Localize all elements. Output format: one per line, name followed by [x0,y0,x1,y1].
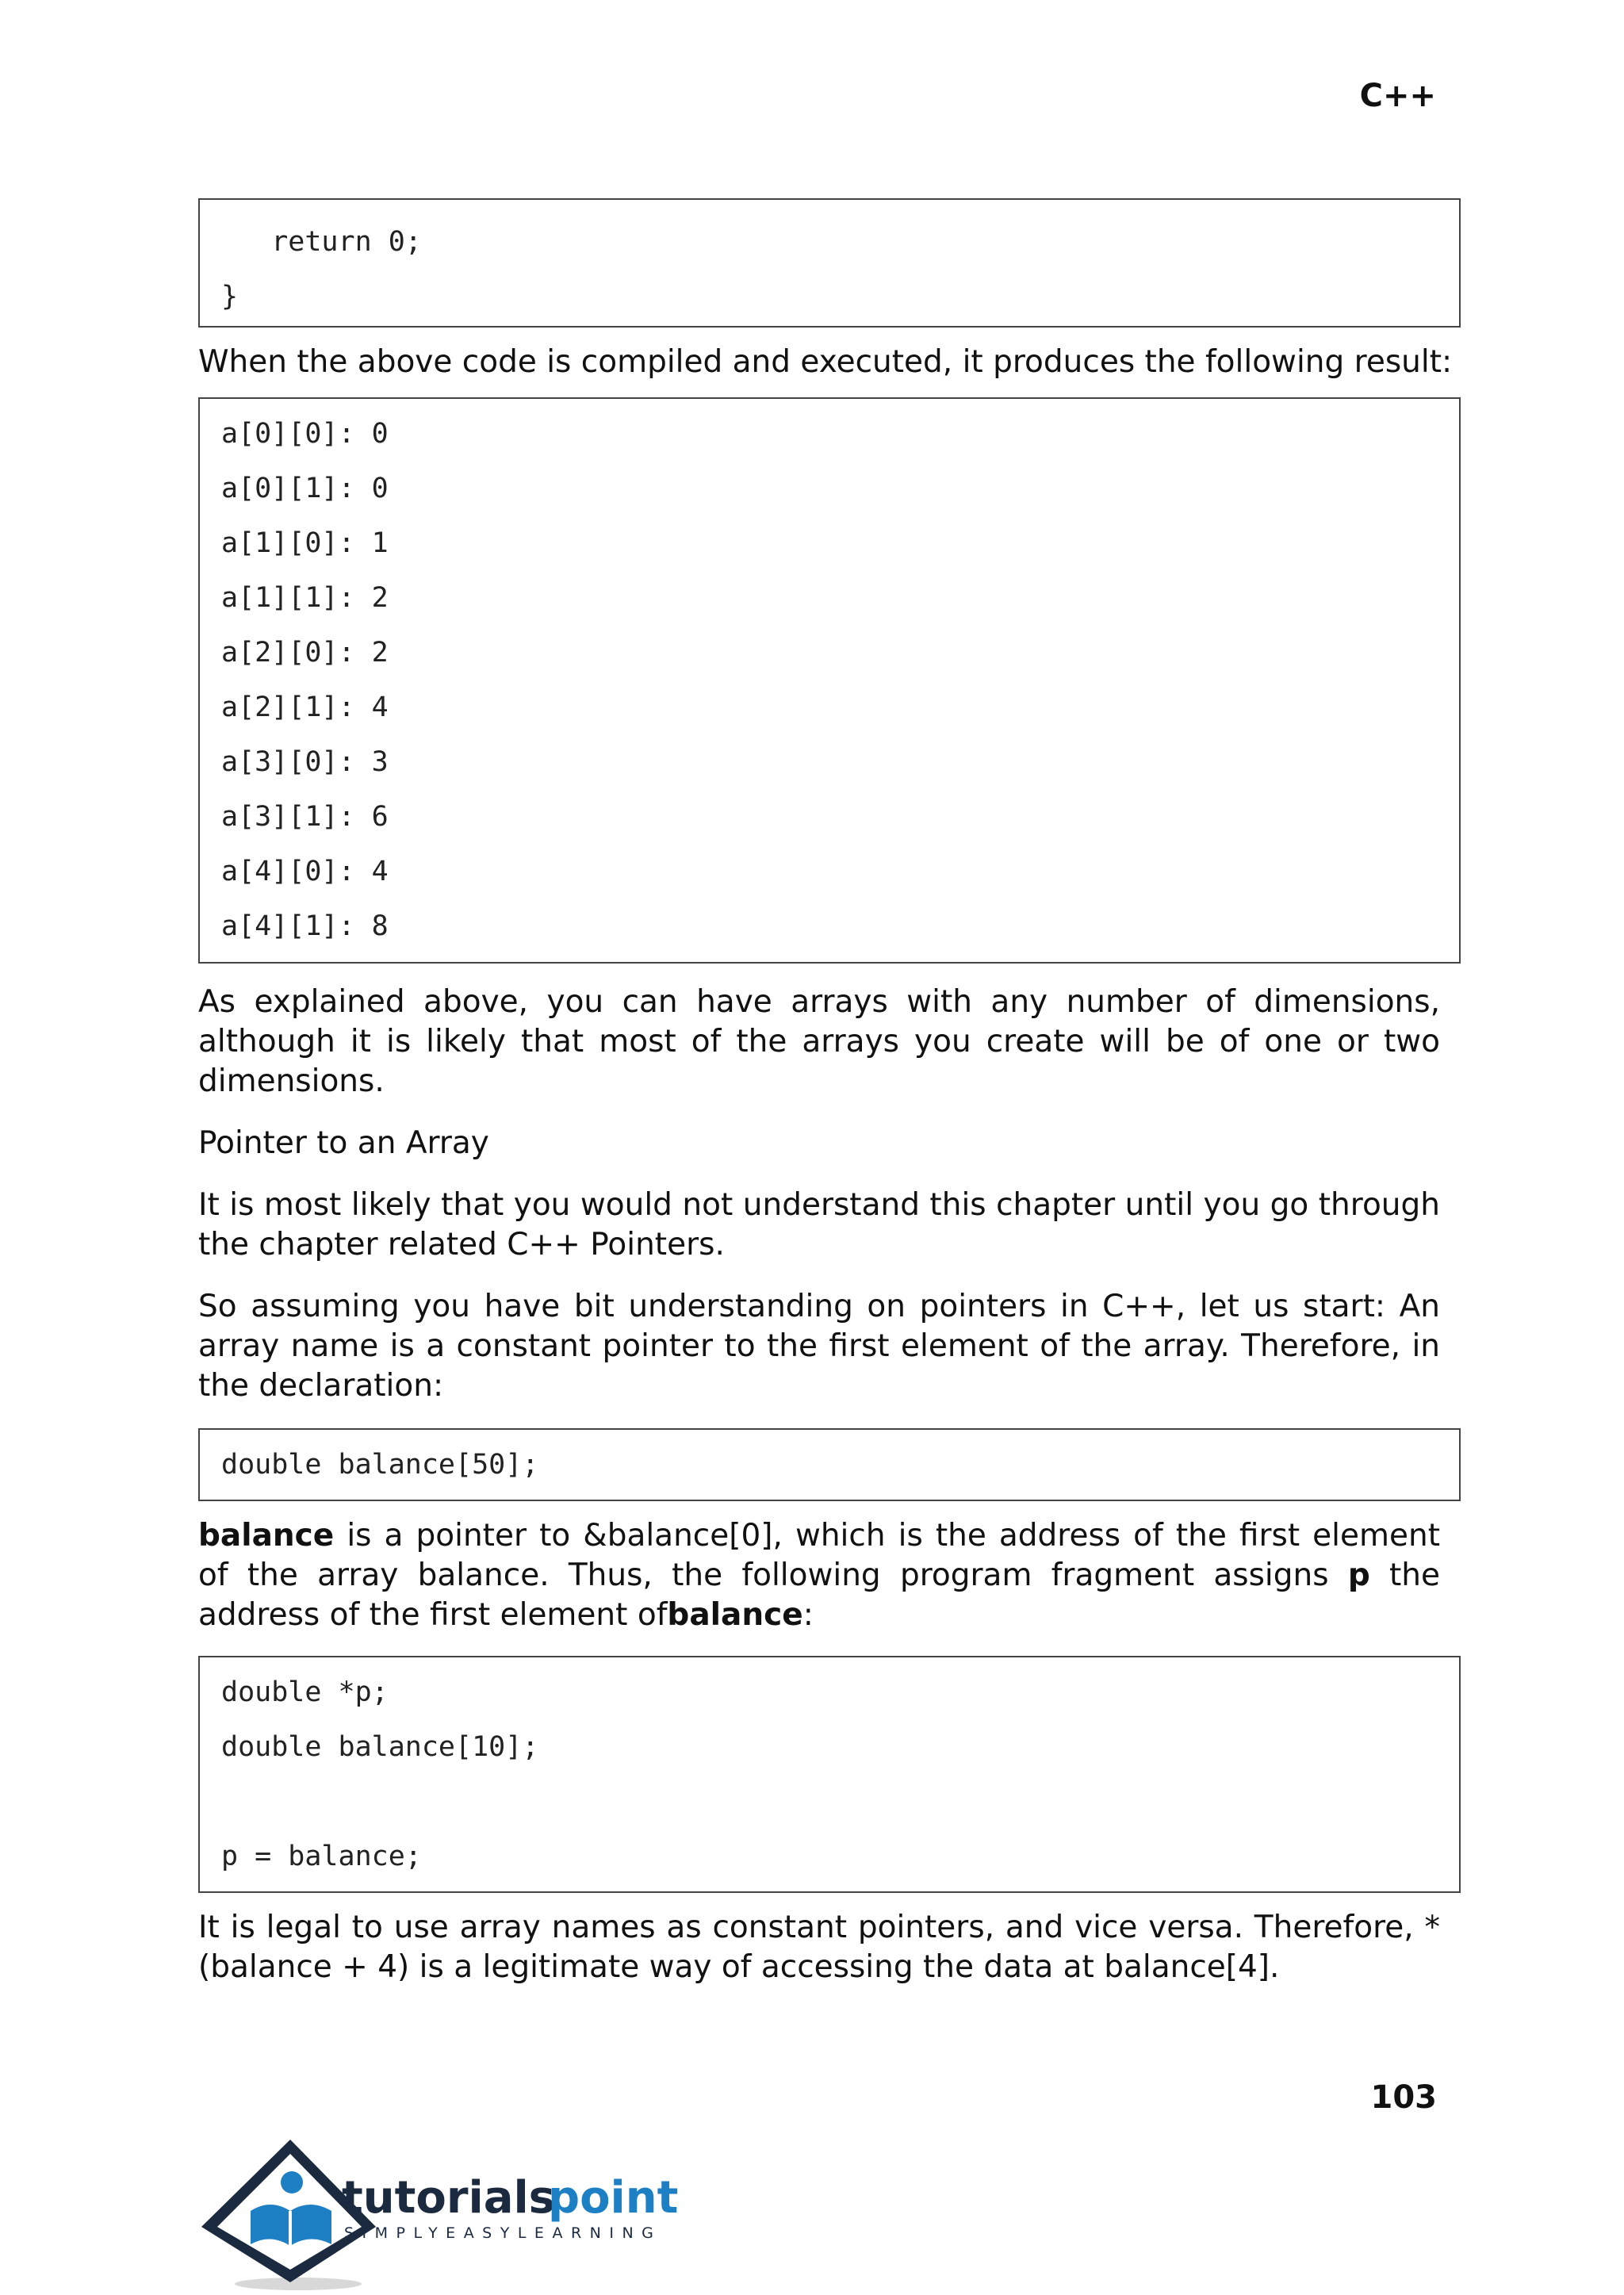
output-line: a[1][0]: 1 [221,527,389,559]
output-line: a[1][1]: 2 [221,582,389,614]
logo-wordmark-tutorials: tutorials [342,2172,556,2224]
logo-shadow [235,2278,362,2290]
code-line: return 0; [221,226,422,258]
running-header-title: C++ [1359,78,1436,114]
text-run: the address of the first element of [198,1557,1441,1633]
output-line: a[3][1]: 6 [221,801,389,833]
output-line: a[2][0]: 2 [221,637,389,669]
section-heading: Pointer to an Array [198,1125,489,1161]
paragraph-likely: It is most likely that you would not understand this chapter until you go through the chapter related C++ Pointers. [198,1187,1440,1262]
page-number: 103 [1370,2079,1437,2116]
output-line: a[0][1]: 0 [221,473,389,504]
text-run: : [802,1597,814,1633]
paragraph-legal: It is legal to use array names as constant pointers, and vice versa. Therefore, *(balance + 4) is a legitimate way of accessing the data at balance[4]. [198,1910,1440,1985]
logo-wordmark-point: point [548,2172,679,2224]
code-block-return [198,198,1461,328]
code-line: double *p; [221,1676,389,1708]
code-line: double balance[10]; [221,1731,539,1763]
code-block-fragment [198,1656,1461,1893]
output-line: a[2][1]: 4 [221,692,389,723]
paragraph-dimensions: As explained above, you can have arrays with any number of dimensions, although it is likely that most of the arrays you create will be of one or two dimensions. [198,984,1440,1099]
output-line: a[3][0]: 3 [221,746,389,778]
bold-term: balance [667,1597,803,1633]
output-line: a[4][0]: 4 [221,856,389,887]
code-block-output [198,397,1461,964]
page-content [198,198,1453,1987]
logo-tagline: SIMPLYEASYLEARNING [344,2224,662,2242]
paragraph-balance [198,1516,1440,1635]
code-line: } [221,281,239,312]
paragraph-result-intro: When the above code is compiled and executed, it produces the following result: [198,344,1453,380]
paragraph-assuming: So assuming you have bit understanding on pointers in C++, let us start: An array name is a constant pointer to the first element of the array. Therefore, in the declaration: [198,1289,1440,1404]
code-line [221,1775,1459,1829]
logo-figure-head [281,2171,303,2193]
tutorialspoint-logo [195,2133,703,2292]
code-block-declaration [198,1428,1461,1501]
code-line: double balance[50]; [221,1449,539,1481]
output-line: a[4][1]: 8 [221,910,389,942]
text-run: is a pointer to &balance[0], which is the address of the first element of the array balance. Thus, the following program fragment assigns [198,1518,1440,1593]
bold-term: p [1347,1557,1370,1593]
code-line: p = balance; [221,1841,422,1872]
output-line: a[0][0]: 0 [221,418,389,450]
bold-term: balance [198,1518,335,1554]
